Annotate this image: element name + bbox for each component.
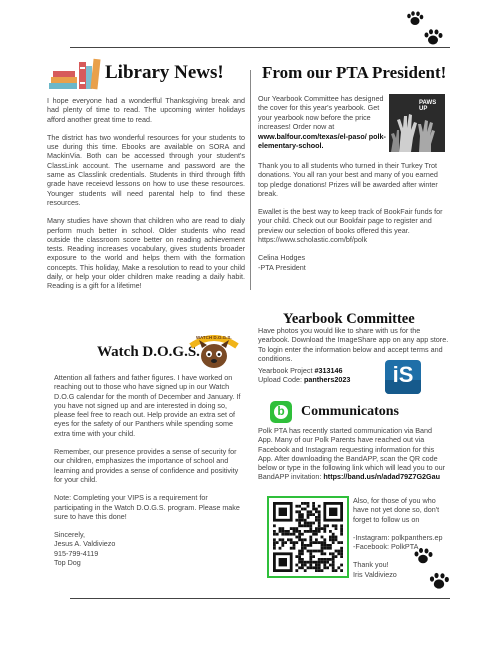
band-qr-code[interactable] bbox=[267, 496, 349, 578]
pta-signature-role: -PTA President bbox=[258, 262, 306, 272]
pta-balfour-url[interactable]: www.balfour.com/texas/el-paso/ polk-elementary-school. bbox=[258, 132, 386, 151]
bottom-divider bbox=[70, 598, 450, 599]
pta-order-link[interactable] bbox=[258, 132, 388, 151]
yearbook-project-line bbox=[258, 366, 388, 375]
column-divider bbox=[250, 70, 251, 290]
top-divider bbox=[70, 47, 450, 48]
communications-body bbox=[258, 426, 448, 482]
yearbook-upload-label: Upload Code: bbox=[258, 375, 302, 384]
yearbook-committee-title: Yearbook Committee bbox=[283, 311, 415, 327]
watch-paragraph-2: Remember, our presence provides a sense of security for our children, emphasizes the importance of school and learning and provides a sense of confidence and positivity for your child. bbox=[54, 447, 239, 484]
watch-signature-1: Sincerely, bbox=[54, 530, 86, 540]
instagram-handle: -Instagram: polkpanthers.ep bbox=[353, 532, 443, 542]
watch-paragraph-1: Attention all fathers and father figures. I have worked on reaching out to those who have signed up in our Watch D.O.G calendar for the month of December and January. If you have not signed up and are interested in doing so, please feel free to reach out. Help provide an extra set of eyes for the safety of our Panthers while spending some extra time with your child. bbox=[54, 373, 241, 438]
watch-dogs-title: Watch D.O.G.S. bbox=[97, 344, 200, 360]
yearbook-project-code: #313146 bbox=[314, 366, 343, 375]
pta-paragraph-1: Our Yearbook Committee has designed the cover for this year's yearbook. Get your yearbook now before the price increases! Order now at bbox=[258, 94, 384, 131]
thank-you-name: Iris Valdiviezo bbox=[353, 569, 397, 579]
band-app-icon[interactable] bbox=[270, 401, 292, 423]
watch-dogs-body bbox=[54, 373, 246, 567]
communications-paragraph: Polk PTA has recently started communication via Band App. Many of our Polk Parents have reached out via Facebook and Instagram requesting information for this App. After downloading the BandAPP, scan the QR code below or type in the following link which will lead you to our BandAPP invitation: bbox=[258, 426, 445, 482]
library-paragraph-3: Many studies have shown that children who are read to dialy perform much better in school. Older students who read outside the classroom score better on reading achievement tests. Reading increases vocabulary, gives students broader exposure to the world and helps them with the formation concepts. This holiday, Make a resolution to read to your child daily, or help your older children make reading a daily habit. Reading is a gift for a lifetime! bbox=[47, 216, 245, 291]
facebook-handle: -Facebook: PolkPTA bbox=[353, 542, 419, 552]
yearbook-upload-code: panthers2023 bbox=[303, 375, 351, 384]
books-icon bbox=[49, 58, 101, 90]
follow-text: Also, for those of you who have not yet done so, don't forget to follow us on bbox=[353, 496, 440, 524]
library-news-body bbox=[47, 96, 245, 291]
yearbook-cover-text: PAWS UP bbox=[419, 100, 437, 112]
communications-title: Communicatons bbox=[301, 404, 400, 419]
band-invite-link[interactable]: https://band.us/n/adad79Z7G2Gau bbox=[323, 472, 441, 482]
watch-dogs-logo bbox=[187, 334, 241, 370]
library-paragraph-2: The district has two wonderful resources for your students to use during this time. Ebooks are available on SORA and MackinVia. Both can be accessed through your student's ClassLink account. The username and password are the same as Classlink credentials. Students in third through fifth grade have receievd lessons on how to use these resources. Younger students will need parental help to find these resources. bbox=[47, 132, 245, 207]
watch-paragraph-3: Note: Completing your VIPS is a requirement for participating in the Watch D.O.G.S. program. Please make sure to have this done! bbox=[54, 493, 240, 521]
yearbook-committee-body bbox=[258, 326, 450, 363]
band-icon-text: b bbox=[277, 404, 285, 418]
library-news-title: Library News! bbox=[105, 62, 224, 83]
yearbook-upload-line bbox=[258, 375, 388, 384]
pta-signature-name: Celina Hodges bbox=[258, 253, 306, 263]
yearbook-project-label: Yearbook Project bbox=[258, 366, 313, 375]
pta-president-title: From our PTA President! bbox=[262, 63, 447, 82]
pta-paragraph-3: Ewallet is the best way to keep track of BookFair funds for your child. Check out our Bookfair page to register and preview our selection of books offered this year. https://www.scholastic.com/bf/polk bbox=[258, 207, 443, 245]
pta-body-2 bbox=[258, 161, 448, 272]
yearbook-cover-image bbox=[389, 94, 445, 152]
yearbook-paragraph: Have photos you would like to share with us for the yearbook. Download the ImageShare app on any app store. To login enter the information below and accept terms and conditions. bbox=[258, 326, 449, 363]
watch-signature-2: Jesus A. Valdiviezo bbox=[54, 539, 116, 549]
thank-you-text: Thank you! bbox=[353, 560, 389, 570]
library-paragraph-1: I hope everyone had a wonderfful Thanksgiving break and had plenty of time to read. The upcoming winter holidays afford another great time to read. bbox=[47, 96, 245, 124]
pta-body-1 bbox=[258, 94, 386, 131]
paw-prints-bottom-icon bbox=[412, 546, 452, 596]
watch-signature-4: Top Dog bbox=[54, 558, 81, 568]
paw-prints-icon bbox=[406, 11, 446, 49]
imageshare-app-icon[interactable] bbox=[385, 360, 421, 394]
imageshare-icon-text: iS bbox=[392, 362, 414, 387]
watch-dogs-logo-text: WATCH D.O.G.S. bbox=[196, 335, 232, 340]
pta-paragraph-2: Thank you to all students who turned in their Turkey Trot donations. You all ran your best and many of you earned top pledge donations! Prizes will be awarded after winter break. bbox=[258, 161, 438, 198]
watch-signature-3: 915-799-4119 bbox=[54, 548, 99, 558]
